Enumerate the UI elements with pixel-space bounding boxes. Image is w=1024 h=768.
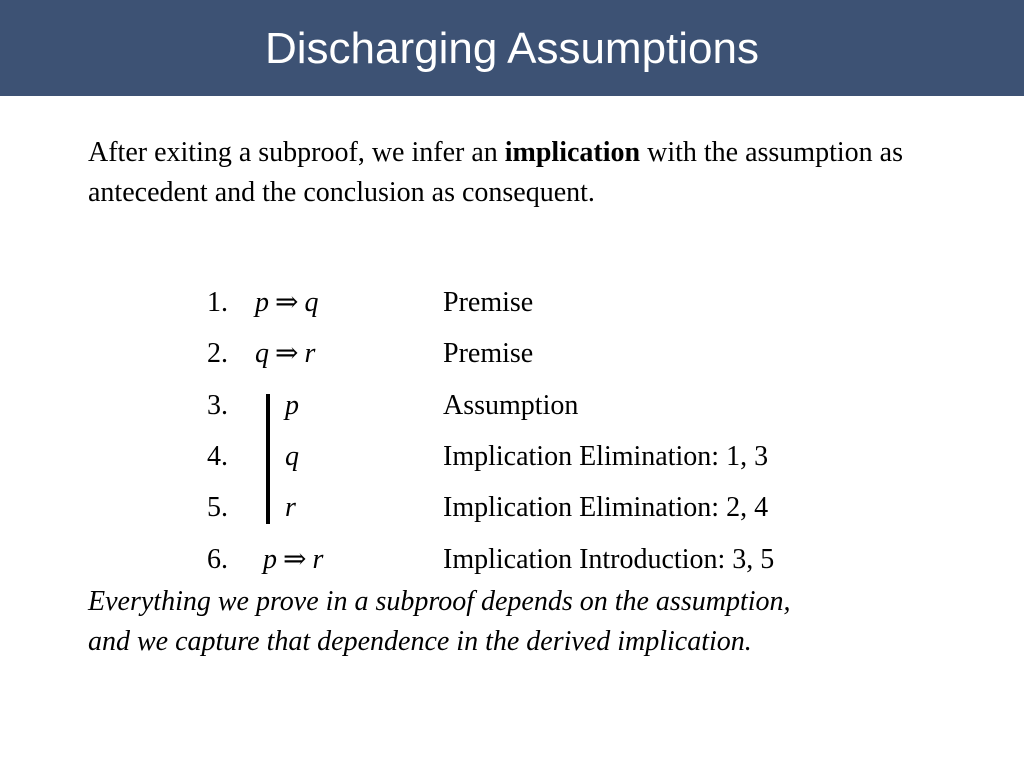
line-justification: Implication Elimination: 2, 4 xyxy=(443,492,769,523)
intro-text-before: After exiting a subproof, we infer an xyxy=(88,137,505,168)
line-formula: r xyxy=(285,492,296,523)
line-formula: p xyxy=(285,390,299,421)
formula-consequent: q xyxy=(304,287,319,318)
line-formula xyxy=(255,334,315,374)
line-number: 6. xyxy=(207,544,228,575)
line-formula: q xyxy=(285,441,299,472)
line-formula xyxy=(263,540,323,580)
conclusion-line-2: and we capture that dependence in the derived implication. xyxy=(88,626,752,657)
line-justification: Implication Elimination: 1, 3 xyxy=(443,441,769,472)
formula-antecedent: q xyxy=(255,338,269,369)
line-formula xyxy=(255,283,318,323)
implies-symbol: ⇒ xyxy=(283,544,307,575)
intro-bold-term: implication xyxy=(504,137,641,168)
implies-symbol: ⇒ xyxy=(275,338,299,369)
proof-line-4 xyxy=(0,437,1024,477)
proof-line-3 xyxy=(0,386,1024,426)
slide-title: Discharging Assumptions xyxy=(264,24,759,73)
line-number: 4. xyxy=(207,441,228,472)
intro-text-after: with the assumption as antecedent and the conclusion as consequent. xyxy=(88,137,903,208)
proof-line-5 xyxy=(0,488,1024,528)
line-number: 1. xyxy=(207,287,228,318)
formula-consequent: r xyxy=(312,544,324,575)
proof-line-6 xyxy=(0,540,1024,580)
line-justification: Implication Introduction: 3, 5 xyxy=(443,544,775,575)
conclusion-line-1: Everything we prove in a subproof depends on the assumption, xyxy=(88,586,791,617)
line-number: 3. xyxy=(207,390,228,421)
formula-antecedent: p xyxy=(263,544,277,575)
line-number: 2. xyxy=(207,338,228,369)
implies-symbol: ⇒ xyxy=(275,287,299,318)
conclusion-paragraph xyxy=(88,582,988,662)
line-justification: Premise xyxy=(443,338,534,369)
formula-antecedent: p xyxy=(255,287,269,318)
line-justification: Assumption xyxy=(443,390,579,421)
formula-consequent: r xyxy=(304,338,316,369)
proof-line-1 xyxy=(0,283,1024,323)
line-justification: Premise xyxy=(443,287,534,318)
line-number: 5. xyxy=(207,492,228,523)
proof-line-2 xyxy=(0,334,1024,374)
